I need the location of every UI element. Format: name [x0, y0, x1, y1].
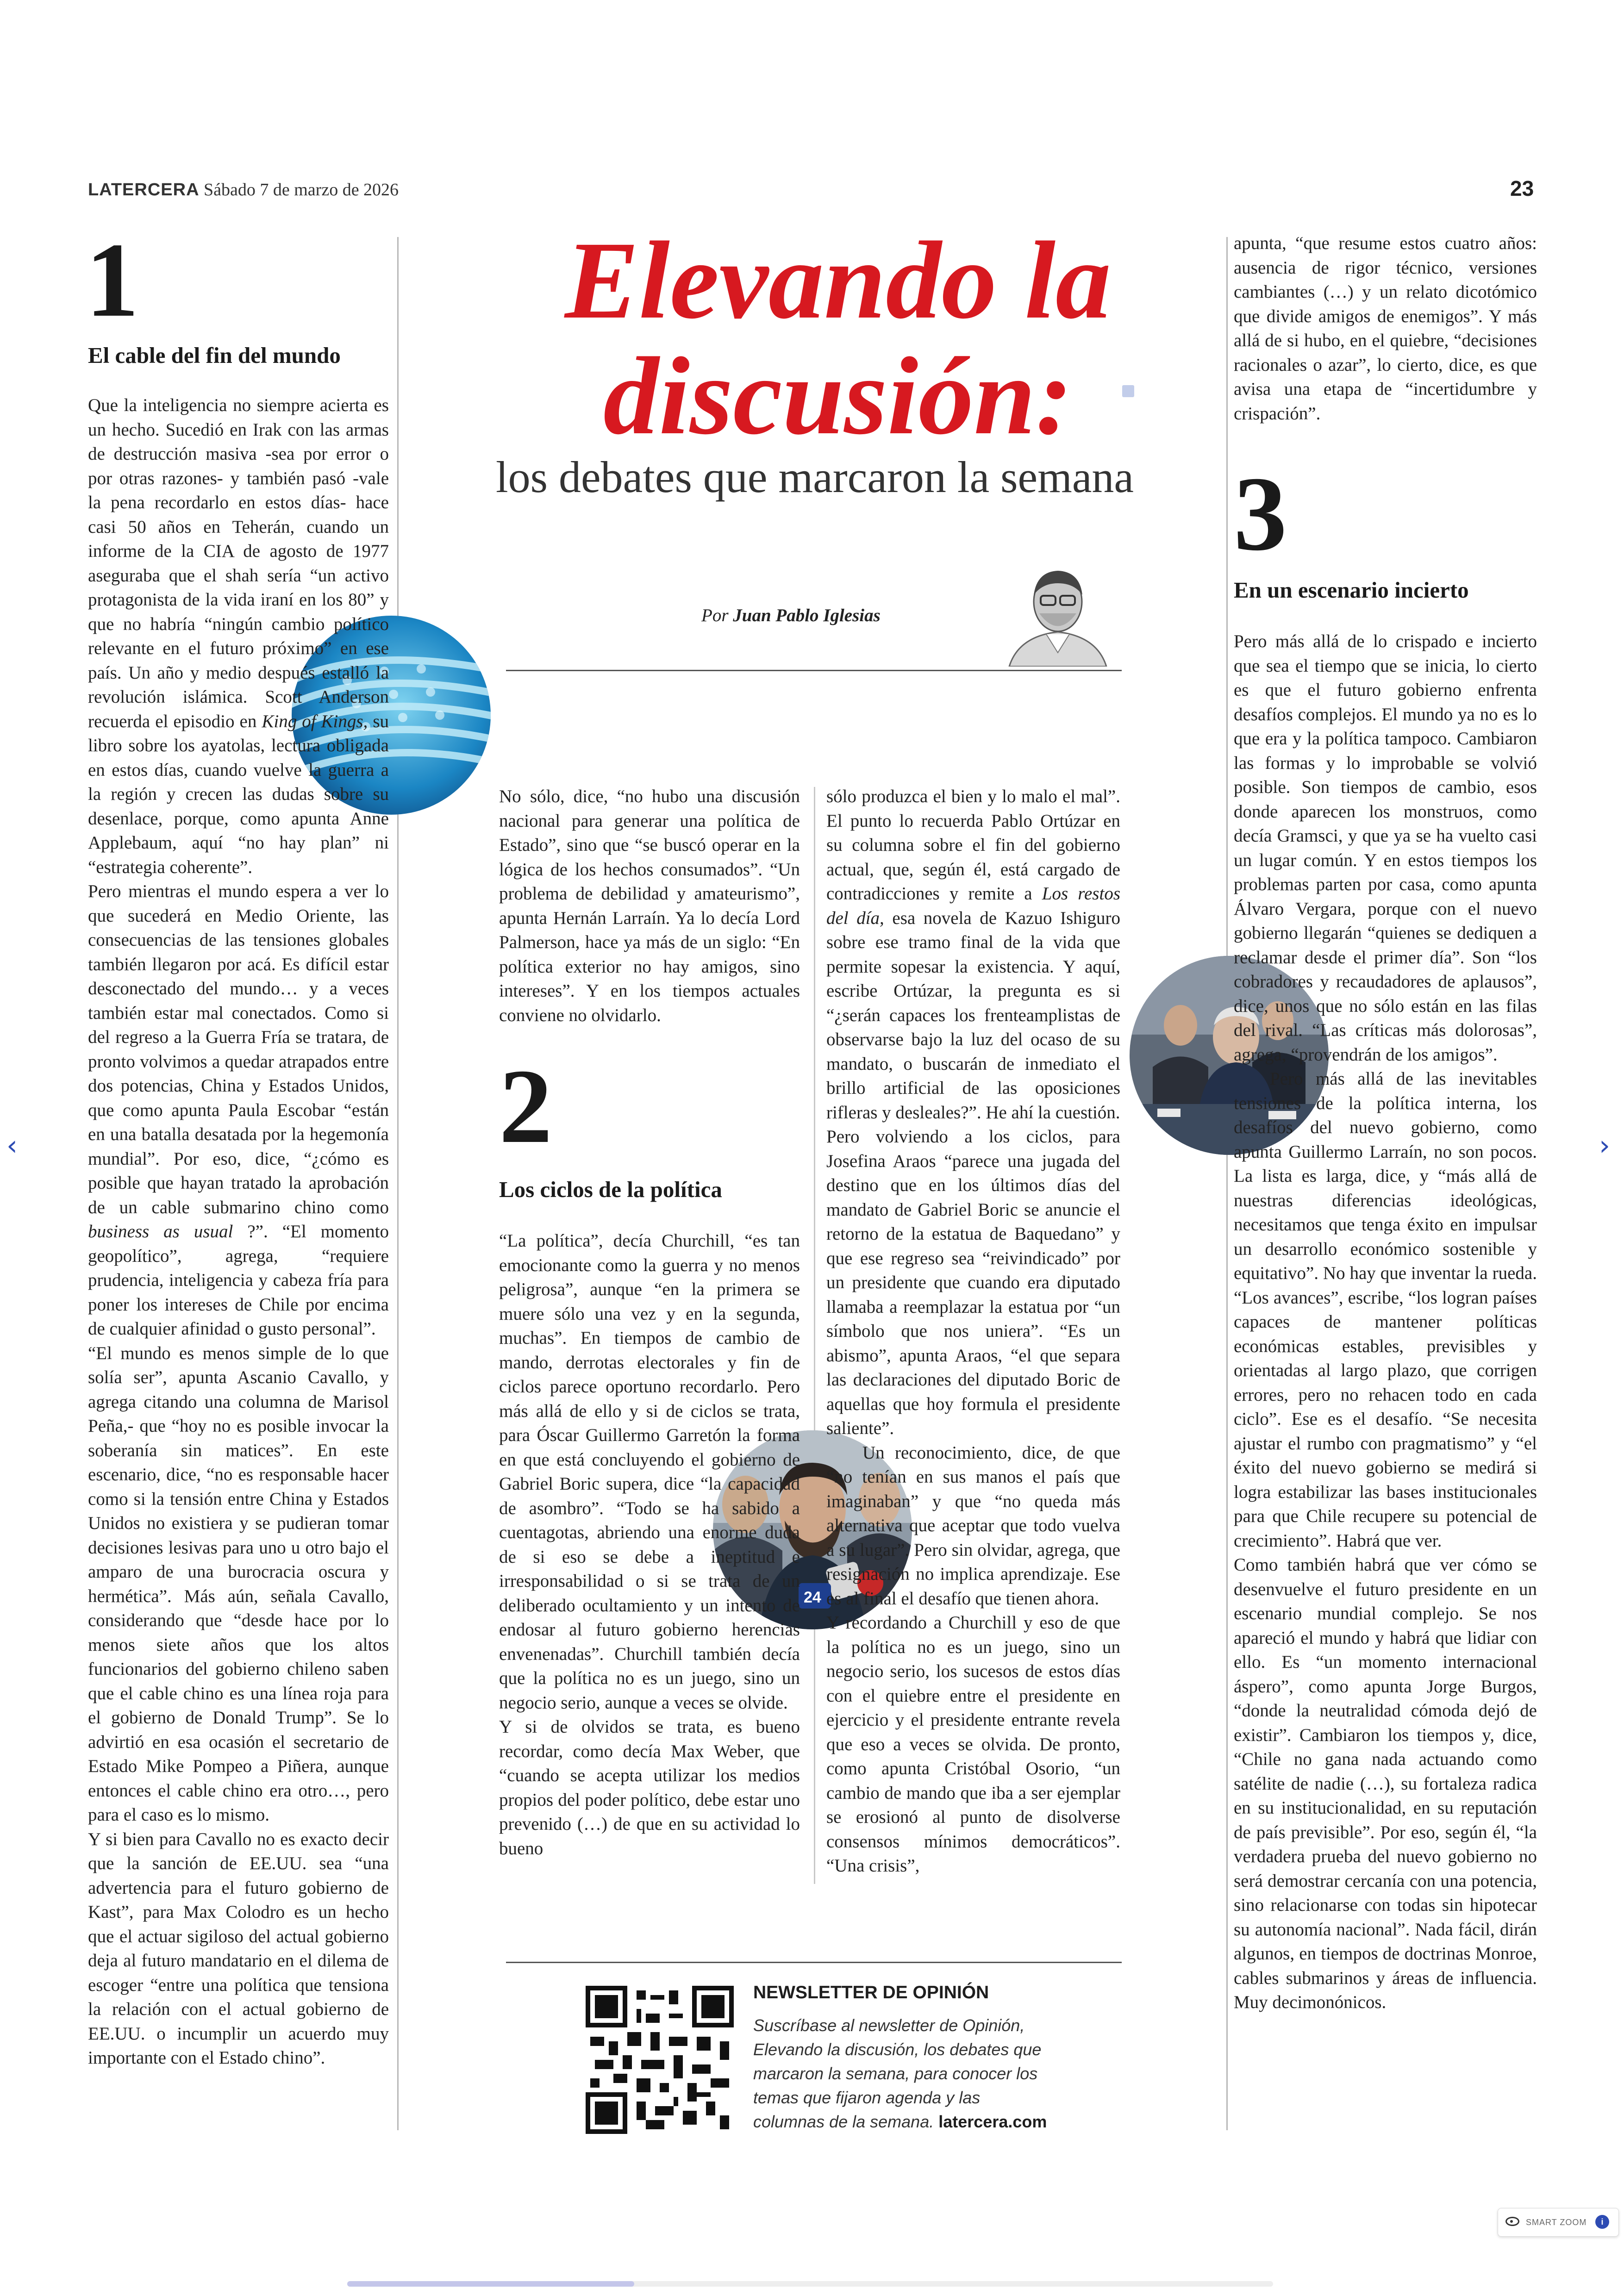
newsletter-qr-code[interactable] [586, 1986, 734, 2134]
center-right-body [826, 785, 1120, 1878]
section-3-body [1234, 630, 1537, 2015]
brand-name: LATERCERA [88, 180, 200, 200]
center-right-paragraph-3: Un reconocimiento, dice, de que “no tenían en sus manos el país que imaginaban” y que “no queda más alternativa que aceptar que todo vuelva a su lugar”. Pero sin olvidar, agrega, que resignación no implica aprendizaje. Ese es al final el desafío que tienen ahora. [826, 1442, 1120, 1609]
chevron-right-icon: › [1599, 1129, 1610, 1162]
section-1-p1-italic: King of Kings, [262, 711, 368, 731]
section-number-2: 2 [499, 1047, 552, 1165]
smart-zoom-button[interactable] [1498, 2208, 1619, 2237]
right-top-paragraph: apunta, “que resume estos cuatro años: ausencia de rigor técnico, versiones cambiantes (…) y un relato dicotómico que divide amigos de enemigos”. Y más allá de si hubo, en el quiebre, “decisiones racionales o azar”, lo cierto, dice, es que avisa una etapa de “incertidumbre y crispación”. [1234, 233, 1537, 424]
headline-line-1: Elevando la [565, 218, 1111, 342]
section-heading-2: Los ciclos de la política [499, 1177, 722, 1202]
issue-date: Sábado 7 de marzo de 2026 [204, 180, 399, 200]
byline-prefix: Por [701, 605, 729, 625]
section-1-p2-italic: business as usual [88, 1222, 233, 1241]
headline-line-2: discusión: [603, 334, 1073, 457]
column-divider-center [814, 787, 815, 1884]
byline-rule [506, 670, 1122, 671]
masthead [88, 180, 399, 200]
right-top-body [1234, 231, 1537, 426]
center-right-p1-text: sólo produzca el bien y lo malo el mal”. El punto lo recuerda Pablo Ortúzar en su columna sobre el fin del gobierno actual, que, según él, está cargado de contradicciones y remite a [826, 786, 1120, 904]
section-3-paragraph-1: Pero más allá de lo crispado e incierto que sea el tiempo que se inicia, lo cierto es que el futuro gobierno enfrenta desafíos complejos. El mundo ya no es lo que era y la política tampoco. Cambiaron las formas y lo improbable se volvió posible. Son tiempos de cambio, esos donde aparecen los monstruos, como decía Gramsci, y que ya se ha vuelto casi un lugar común. Y en estos tiempos los problemas parten por casa, como apunta Álvaro Vergara, porque con el nuevo gobierno llegarán “quienes se dediquen a reclamar desde el primer día”. Son “los cobradores y recaudadores de aplausos”, dice, unos que no sólo están en las filas del rival. “Las críticas más dolorosas”, agrega, “provendrán de los amigos”. [1234, 631, 1537, 1065]
column-divider-left [397, 237, 399, 2130]
subtitle: los debates que marcaron la semana [495, 452, 1134, 502]
center-right-paragraph-2: Pero volviendo a los ciclos, para Josefina Araos “parece una jugada del destino que en los últimos días del mandato de Gabriel Boric se anuncie el retorno de la estatua de Baquedano” y que ese regreso sea “reivindicado” por un presidente que cuando era diputado llamaba a reemplazar la estatua por “un símbolo que nos uniera”. “Es un abismo”, apunta Araos, “el que separa las declaraciones del diputado Boric de aquellas que hoy formula el presidente saliente”. [826, 1127, 1120, 1438]
column-divider-right [1226, 237, 1228, 2130]
page-number: 23 [1510, 176, 1534, 200]
smart-zoom-label: SMART ZOOM [1526, 2218, 1587, 2227]
section-heading-3: En un escenario incierto [1234, 577, 1469, 603]
newsletter-rule [506, 1962, 1122, 1963]
section-2-paragraph-1: “La política”, decía Churchill, “es tan emocionante como la guerra y no menos peligrosa”, aunque “en la primera se muere sólo una vez y en la segunda, muchas”. En tiempos de cambio de mando, derrotas electorales y fin de ciclos parece oportuno recordarlo. Pero más allá de ello y si de ciclos se trata, para Óscar Guillermo Garretón la forma en que está concluyendo el gobierno de Gabriel Boric supera, dice “la capacidad de asombro”. “Todo se ha sabido a cuentagotas, abriendo una enorme duda de si eso se debe a ineptitud e irresponsabilidad o si se trata de un deliberado ocultamiento y un intento de endosar al futuro gobierno herencias envenenadas”. Churchill también decía que la política no es un juego, sino un negocio serio, aunque a veces se olvide. [499, 1231, 800, 1713]
newsletter-link[interactable]: latercera.com [938, 2112, 1047, 2131]
section-2-body [499, 1229, 800, 1861]
section-heading-1: El cable del fin del mundo [88, 343, 341, 368]
headline-icon [1122, 385, 1134, 397]
eye-pupil-icon [1510, 2220, 1513, 2223]
section-1-p1-tail: su libro sobre los ayatolas, lectura obligada en estos días, cuando vuelve la guerra a la región y crecen las dudas sobre su desenlace, porque, como apunta Anne Applebaum, aquí “no hay plan” ni “estrategia coherente”. [88, 711, 389, 877]
headline [491, 218, 1185, 457]
section-1-p2-text: Pero mientras el mundo espera a ver lo que sucederá en Medio Oriente, las consecuencias de las tensiones globales también llegaron por acá. Es difícil estar desconectado del mundo… y a veces también estar mal conectados. Como si del regreso a la Guerra Fría se tratara, de pronto volvimos a quedar atrapados entre dos potencias, China y Estados Unidos, que como apunta Paula Escobar “están en una batalla desatada por la hegemonía mundial”. Por eso, dice, “¿cómo es posible que hayan tratado la aprobación de un cable submarino chino como [88, 881, 389, 1217]
center-right-paragraph-4: Y recordando a Churchill y eso de que la política no es un juego, sino un negocio serio, los sucesos de estos días con el quiebre entre el presidente en ejercicio y el presidente entrante revela que eso a veces se olvida. De pronto, como apunta Cristóbal Osorio, “un cambio de mando que iba a ser ejemplar se erosionó al punto de disolverse consensos mínimos democráticos”. “Una crisis”, [826, 1613, 1120, 1876]
center-top-paragraph: No sólo, dice, “no hubo una discusión nacional para generar una política de Estado”, sino que “se buscó operar en la lógica de los hechos consumados”. “Un problema de debilidad y amateurismo”, apunta Hernán Larraín. Ya lo decía Lord Palmerson, hace ya más de un siglo: “En política exterior no hay amigos, sino intereses”. Y en los tiempos actuales conviene no olvidarlo. [499, 786, 800, 1025]
section-1-p1-text: Que la inteligencia no siempre acierta es un hecho. Sucedió en Irak con las armas de destrucción masiva -sea por error o por otras razones- y también pasó -vale la pena recordarlo en estos días- hace casi 50 años en Teherán, cuando un informe de la CIA de agosto de 1977 aseguraba que el shah sería “un activo protagonista de la vida iraní en los 80” y que no habría “ningún cambio político relevante en el futuro próximo” en ese país. Un año y medio después estalló la revolución islámica. Scott Anderson recuerda el episodio en [88, 395, 389, 731]
chevron-left-icon: ‹ [6, 1129, 18, 1162]
section-1-paragraph-3: “El mundo es menos simple de lo que solía ser”, apunta Ascanio Cavallo, y agrega citando una columna de Marisol Peña,- que “hoy no es posible invocar la soberanía sin matices”. En este escenario, dice, “no es responsable hacer como si la tensión entre China y Estados Unidos no existiera y se pudieran tomar decisiones lesivas para uno u otro bajo el amparo de una burocracia oscura y hermética”. Más aún, señala Cavallo, considerando que “desde hace por lo menos siete años que los altos funcionarios del gobierno chileno saben que el cable chino es una línea roja para el gobierno de Donald Trump”. Se lo advirtió en esa ocasión el secretario de Estado Mike Pompeo a Piñera, aunque entonces el cable chino era otro…, pero para el caso es lo mismo. [88, 1343, 389, 1825]
section-1-p2-tail: ?”. “El momento geopolítico”, agrega, “requiere prudencia, inteligencia y cabeza fría para poner los intereses de Chile por encima de cualquier afinidad o gusto personal”. [88, 1222, 389, 1339]
svg-text:24: 24 [804, 1589, 821, 1606]
page-scrollbar-thumb[interactable] [347, 2281, 634, 2287]
previous-page-arrow[interactable] [6, 1129, 18, 1162]
section-3-paragraph-2: Pero más allá de las inevitables tensiones de la política interna, los desafíos del nuevo gobierno, como apunta Guillermo Larraín, no son pocos. La lista es larga, dice, y “más allá de nuestras diferencias ideológicas, necesitamos que tenga éxito en impulsar un desarrollo económico sostenible y equitativo”. No hay que inventar la rueda. “Los avances”, escribe, “los logran países capaces de mantener políticas económicas estables, previsibles y orientadas al largo plazo, que corrigen errores, pero no rehacen todo en cada ciclo”. Ese es el desafío. “Se necesita ajustar el rumbo con pragmatismo” y “el éxito del nuevo gobierno se medirá si logra estabilizar las bases institucionales para que Chile recupere su potencial de crecimiento”. Habrá que ver. [1234, 1069, 1537, 1551]
section-2-paragraph-2: Y si de olvidos se trata, es bueno recordar, como decía Max Weber, que “cuando se acepta utilizar los medios propios del poder político, debe estar uno prevenido (…) de que en su actividad lo bueno [499, 1717, 800, 1858]
section-1-paragraph-1 [88, 393, 389, 879]
newsletter-title: NEWSLETTER DE OPINIÓN [753, 1983, 989, 2002]
section-3-paragraph-3: Como también habrá que ver cómo se desenvuelve el futuro presidente en un escenario mundial complejo. Se nos apareció el mundo y habrá que lidiar con ello. Es “un momento internacional áspero”, como apunta Jorge Burgos, “donde la neutralidad cómoda dejó de existir”. Cambiaron los tiempos y, dice, “Chile no gana nada actuando como satélite de nadie (…), su fortaleza radica en su institucionalidad, en su reputación de país previsible”. Por eso, según él, “la verdadera prueba del nuevo gobierno no será demostrar cercanía con una potencia, sino relacionarse con todas sin hipotecar su autonomía nacional”. Nada fácil, dirán algunos, en tiempos de doctrinas Monroe, cables submarinos y áreas de influencia. Muy decimonónicos. [1234, 1555, 1537, 2012]
section-number-3: 3 [1234, 455, 1287, 573]
newsletter-body: Suscríbase al newsletter de Opinión, Elevando la discusión, los debates que marcaron la semana, para conocer los temas que fijaron agenda y las columnas de la semana. [753, 2016, 1042, 2131]
center-right-p1-tail: esa novela de Kazuo Ishiguro sobre ese tramo final de la vida que permite sopesar la existencia. Y aquí, escribe Ortúzar, la pregunta es si “¿serán capaces los frenteamplistas de observarse bajo la luz del ocaso de su mandato, o buscarán de inmediato el brillo artificial de las oposiciones rifleras y desleales?”. He ahí la cuestión. [826, 908, 1121, 1123]
section-1-body-a [88, 393, 389, 2070]
byline [701, 605, 881, 626]
byline-author: Juan Pablo Iglesias [733, 605, 881, 625]
center-right-paragraph-1 [826, 785, 1120, 1125]
section-1-paragraph-4: Y si bien para Cavallo no es exacto decir que la sanción de EE.UU. sea “una advertencia para el futuro gobierno de Kast”, para Max Colodro es un hecho que el actuar sigiloso del actual gobierno deja al futuro mandatario en el dilema de escoger “entre una política que tensiona la relación con el actual gobierno de EE.UU. o incumplir un acuerdo muy importante con el Estado chino”. [88, 1829, 389, 2068]
newsletter-description [753, 2014, 1049, 2134]
section-1-paragraph-2 [88, 879, 389, 1341]
center-right-p1-italic: Los restos del día, [826, 884, 1120, 928]
next-page-arrow[interactable] [1599, 1129, 1610, 1162]
section-number-1: 1 [86, 221, 139, 339]
author-portrait [1000, 558, 1116, 667]
info-badge-icon: i [1595, 2215, 1609, 2229]
center-top-body [499, 785, 800, 1028]
